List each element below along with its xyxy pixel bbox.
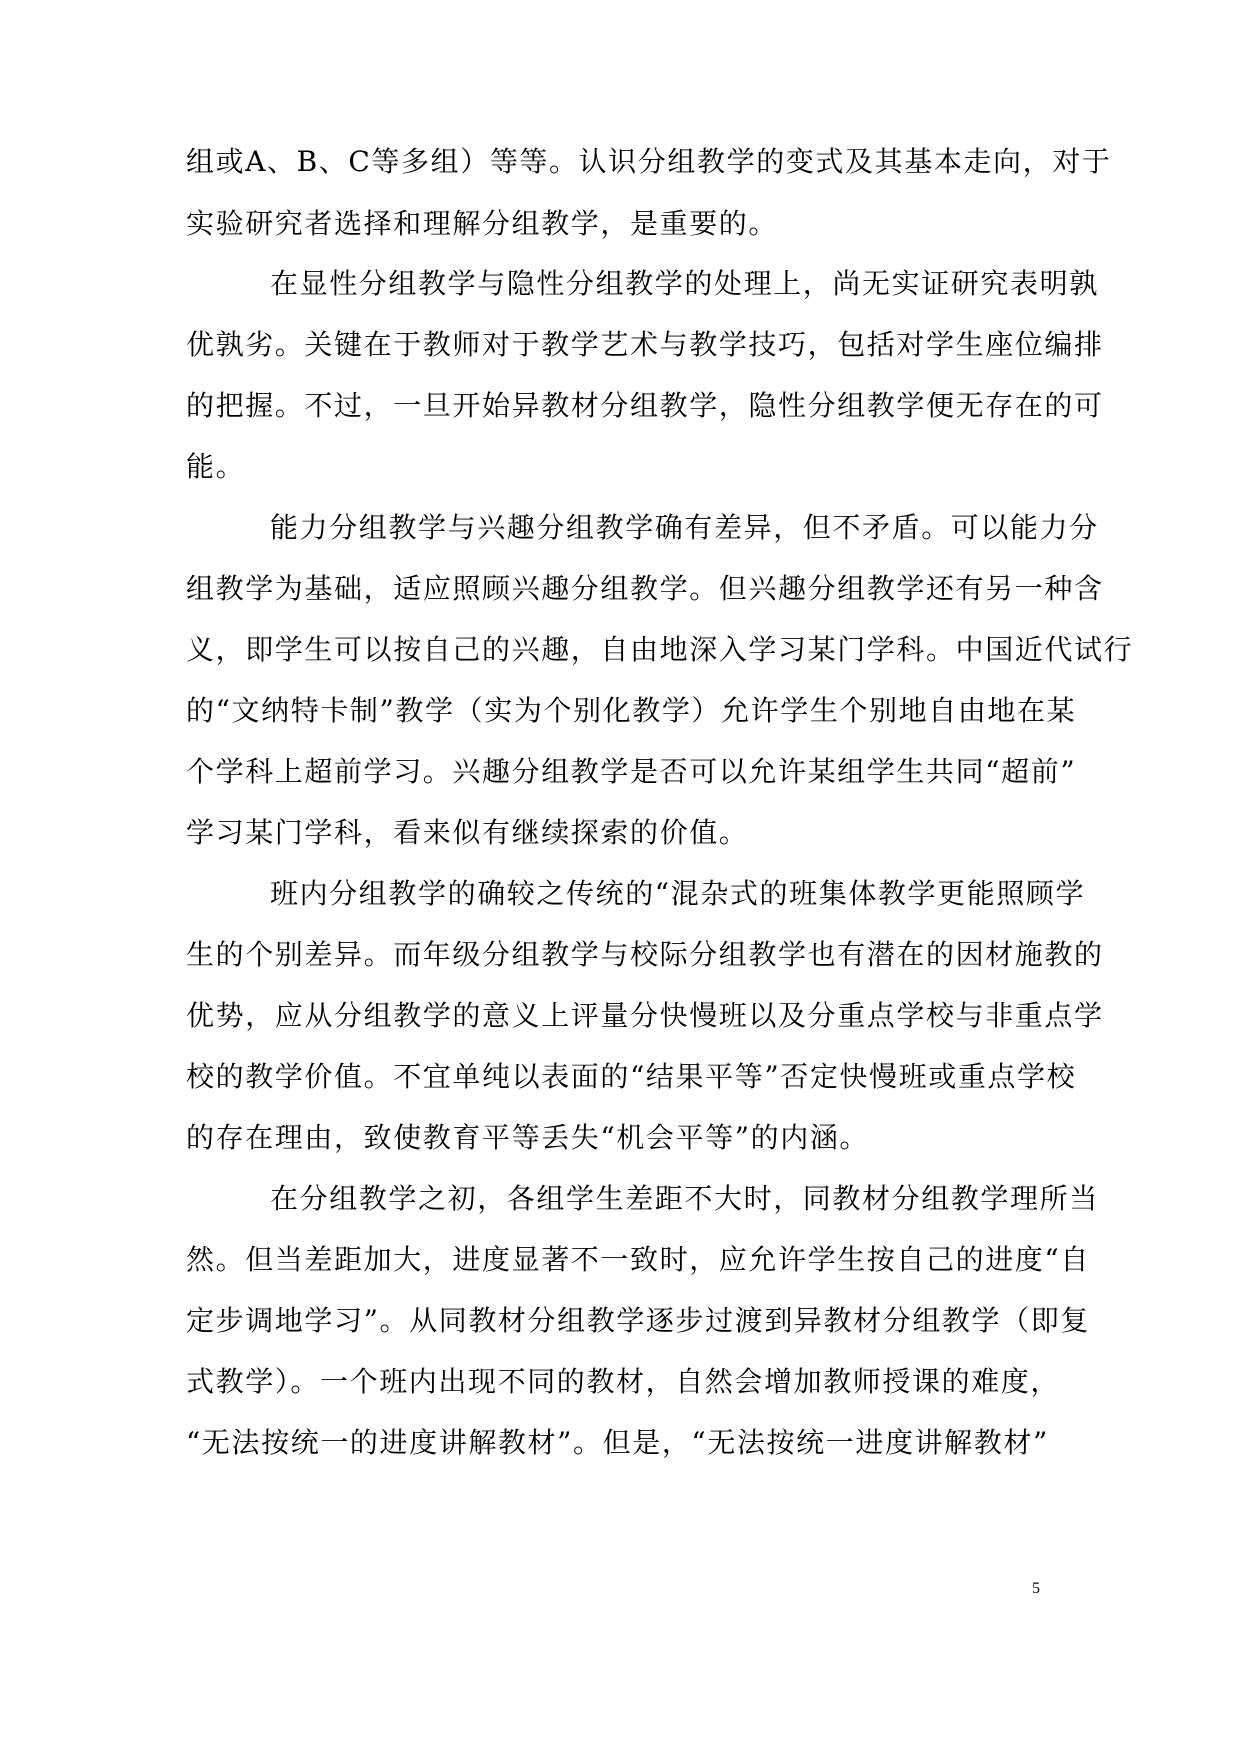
- text-line: 的存在理由，致使教育平等丢失“机会平等”的内涵。: [186, 1121, 870, 1154]
- text-line: 校的教学价值。不宜单纯以表面的“结果平等”否定快慢班或重点学校: [186, 1060, 1077, 1093]
- text-line: 优孰劣。关键在于教师对于教学艺术与教学技巧，包括对学生座位编排: [186, 328, 1104, 361]
- text-line: 个学科上超前学习。兴趣分组教学是否可以允许某组学生共同“超前”: [186, 755, 1077, 788]
- paragraph-first-line: 能力分组教学与兴趣分组教学确有差异，但不矛盾。可以能力分: [270, 511, 1099, 544]
- text-line: 的“文纳特卡制”教学（实为个别化教学）允许学生个别地自由地在某: [186, 694, 1077, 727]
- text-line: 优势，应从分组教学的意义上评量分快慢班以及分重点学校与非重点学: [186, 999, 1104, 1032]
- text-line: 学习某门学科，看来似有继续探索的价值。: [186, 816, 749, 849]
- paragraph-first-line: 在显性分组教学与隐性分组教学的处理上，尚无实证研究表明孰: [270, 267, 1099, 300]
- text-line: 组教学为基础，适应照顾兴趣分组教学。但兴趣分组教学还有另一种含: [186, 572, 1104, 605]
- text-line: 能。: [186, 450, 246, 483]
- text-line: 组或A、B、C等多组）等等。认识分组教学的变式及其基本走向，对于: [186, 145, 1112, 178]
- page-number: 5: [1032, 1580, 1040, 1597]
- text-line: “无法按统一的进度讲解教材”。但是，“无法按统一进度讲解教材”: [186, 1426, 1049, 1459]
- text-line: 义，即学生可以按自己的兴趣，自由地深入学习某门学科。中国近代试行: [186, 633, 1134, 666]
- text-line: 的把握。不过，一旦开始异教材分组教学，隐性分组教学便无存在的可: [186, 389, 1104, 422]
- text-line: 实验研究者选择和理解分组教学，是重要的。: [186, 207, 779, 240]
- text-line: 然。但当差距加大，进度显著不一致时，应允许学生按自己的进度“自: [186, 1243, 1090, 1276]
- paragraph-first-line: 班内分组教学的确较之传统的“混杂式的班集体教学更能照顾学: [270, 877, 1086, 910]
- text-line: 生的个别差异。而年级分组教学与校际分组教学也有潜在的因材施教的: [186, 938, 1104, 971]
- paragraph-first-line: 在分组教学之初，各组学生差距不大时，同教材分组教学理所当: [270, 1182, 1099, 1215]
- text-line: 定步调地学习”。从同教材分组教学逐步过渡到异教材分组教学（即复: [186, 1304, 1090, 1337]
- text-line: 式教学）。一个班内出现不同的教材，自然会增加教师授课的难度，: [186, 1365, 1061, 1398]
